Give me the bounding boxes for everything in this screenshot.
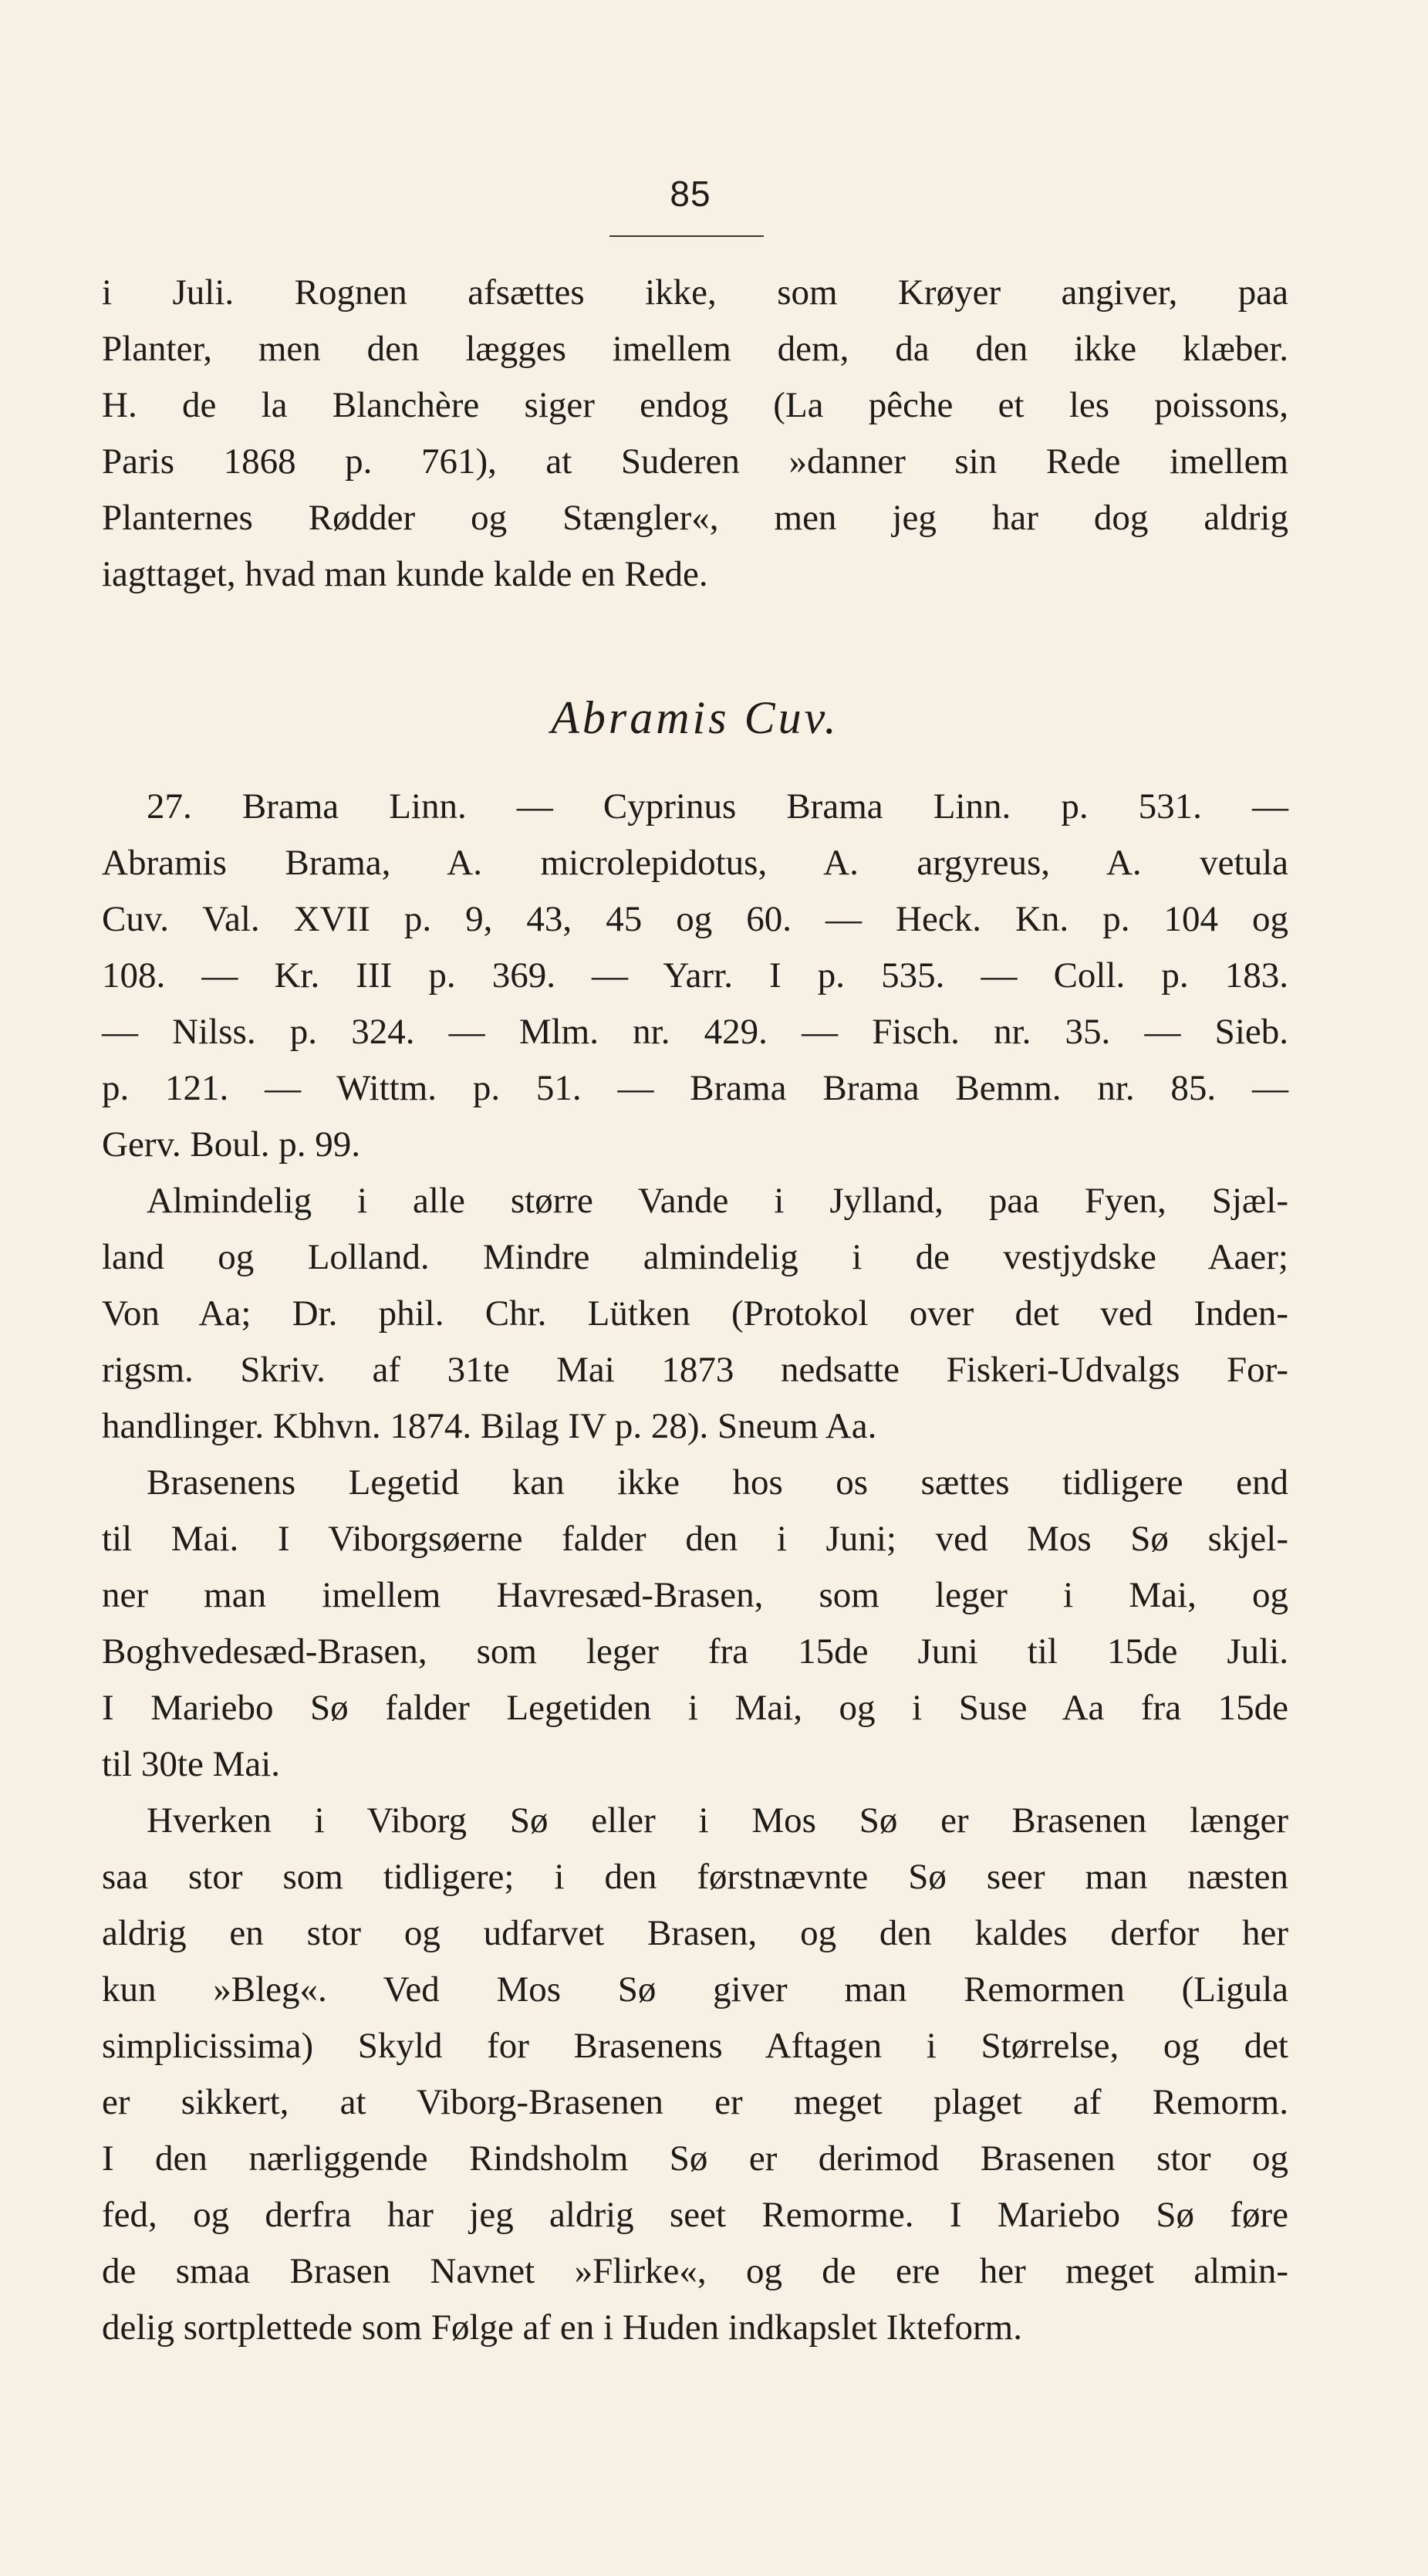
text-line: I den nærliggende Rindsholm Sø er derimod Brasenen stor og bbox=[102, 2138, 1288, 2179]
text-line: Boghvedesæd-Brasen, som leger fra 15de Juni til 15de Juli. bbox=[102, 1631, 1288, 1672]
text-line: er sikkert, at Viborg-Brasenen er meget plaget af Remorm. bbox=[102, 2082, 1288, 2122]
text-line: H. de la Blanchère siger endog (La pêche et les poissons, bbox=[102, 385, 1288, 425]
section-heading: Abramis Cuv. bbox=[551, 692, 839, 743]
text-line: delig sortplettede som Følge af en i Huden indkapslet Ikteform. bbox=[102, 2307, 1022, 2348]
text-line: Planternes Rødder og Stængler«, men jeg har dog aldrig bbox=[102, 498, 1288, 538]
text-line: Almindelig i alle større Vande i Jylland, paa Fyen, Sjæl- bbox=[147, 1181, 1288, 1221]
text-line: rigsm. Skriv. af 31te Mai 1873 nedsatte Fiskeri-Udvalgs For- bbox=[102, 1350, 1288, 1390]
text-line: simplicissima) Skyld for Brasenens Aftagen i Størrelse, og det bbox=[102, 2026, 1288, 2066]
text-line: handlinger. Kbhvn. 1874. Bilag IV p. 28). Sneum Aa. bbox=[102, 1406, 877, 1446]
text-line: 27. Brama Linn. — Cyprinus Brama Linn. p. 531. — bbox=[147, 786, 1288, 827]
text-line: de smaa Brasen Navnet »Flirke«, og de ere her meget almin- bbox=[102, 2251, 1288, 2291]
text-line: Brasenens Legetid kan ikke hos os sættes tidligere end bbox=[147, 1462, 1288, 1503]
text-line: iagttaget, hvad man kunde kalde en Rede. bbox=[102, 554, 708, 594]
text-line: kun »Bleg«. Ved Mos Sø giver man Remormen (Ligula bbox=[102, 1969, 1288, 2010]
text-line: saa stor som tidligere; i den førstnævnte Sø seer man næsten bbox=[102, 1857, 1288, 1897]
text-line: Cuv. Val. XVII p. 9, 43, 45 og 60. — Heck. Kn. p. 104 og bbox=[102, 899, 1288, 939]
text-line: Gerv. Boul. p. 99. bbox=[102, 1124, 361, 1165]
text-line: Von Aa; Dr. phil. Chr. Lütken (Protokol over det ved Inden- bbox=[102, 1293, 1288, 1334]
text-line: 108. — Kr. III p. 369. — Yarr. I p. 535. — Coll. p. 183. bbox=[102, 955, 1288, 996]
text-line: i Juli. Rognen afsættes ikke, som Krøyer angiver, paa bbox=[102, 272, 1288, 313]
page-number-rule bbox=[609, 235, 764, 237]
text-line: Planter, men den lægges imellem dem, da den ikke klæber. bbox=[102, 329, 1288, 369]
text-line: p. 121. — Wittm. p. 51. — Brama Brama Bemm. nr. 85. — bbox=[102, 1068, 1288, 1108]
text-line: Paris 1868 p. 761), at Suderen »danner sin Rede imellem bbox=[102, 441, 1288, 482]
text-line: ner man imellem Havresæd-Brasen, som leger i Mai, og bbox=[102, 1575, 1288, 1615]
text-line: — Nilss. p. 324. — Mlm. nr. 429. — Fisch. nr. 35. — Sieb. bbox=[102, 1012, 1288, 1052]
text-line: fed, og derfra har jeg aldrig seet Remorme. I Mariebo Sø føre bbox=[102, 2195, 1288, 2235]
synonymy-paragraph bbox=[102, 779, 1288, 1173]
text-line: til 30te Mai. bbox=[102, 1744, 281, 1784]
spawning-paragraph bbox=[102, 1455, 1288, 1793]
text-line: Hverken i Viborg Sø eller i Mos Sø er Brasenen længer bbox=[147, 1800, 1288, 1841]
text-line: land og Lolland. Mindre almindelig i de vestjydske Aaer; bbox=[102, 1237, 1288, 1277]
text-line: I Mariebo Sø falder Legetiden i Mai, og i Suse Aa fra 15de bbox=[102, 1688, 1288, 1728]
size-paragraph bbox=[102, 1793, 1288, 2356]
text-line: aldrig en stor og udfarvet Brasen, og den kaldes derfor her bbox=[102, 1913, 1288, 1953]
distribution-paragraph bbox=[102, 1173, 1288, 1455]
intro-paragraph bbox=[102, 265, 1288, 603]
page-number: 85 bbox=[670, 174, 711, 214]
text-line: Abramis Brama, A. microlepidotus, A. argyreus, A. vetula bbox=[102, 843, 1288, 883]
text-line: til Mai. I Viborgsøerne falder den i Juni; ved Mos Sø skjel- bbox=[102, 1519, 1288, 1559]
